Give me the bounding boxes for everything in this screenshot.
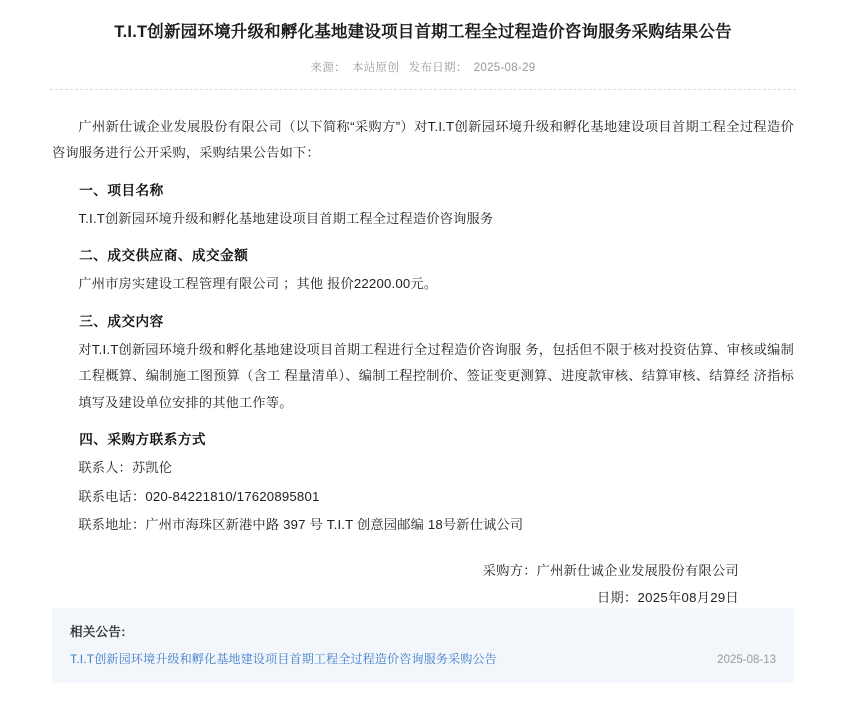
section-heading-1: 一、项目名称 bbox=[79, 182, 164, 198]
section-body-3: 对T.I.T创新园环境升级和孵化基地建设项目首期工程进行全过程造价咨询服 务，包括但不限于核对投资估算、审核或编制工程概算、编制施工图预算（含工 程量清单）、编制工程控制价、签证变更测算、进度款审核、结算审核、结算经 济指标填写及建设单位安排的其他工作等。 bbox=[78, 341, 794, 410]
section-body-1: T.I.T创新园环境升级和孵化基地建设项目首期工程全过程造价咨询服务 bbox=[78, 210, 494, 226]
publish-label: 发布日期： bbox=[408, 61, 468, 74]
related-announcements bbox=[52, 608, 794, 683]
source-value: 本站原创 bbox=[351, 61, 400, 74]
publish-value: 2025-08-29 bbox=[473, 61, 536, 74]
page-title: T.I.T创新园环境升级和孵化基地建设项目首期工程全过程造价咨询服务采购结果公告 bbox=[114, 23, 732, 41]
document-body bbox=[0, 90, 846, 612]
section-heading-4: 四、采购方联系方式 bbox=[79, 432, 207, 448]
list-item bbox=[70, 650, 776, 667]
contact-phone: 联系电话：020-84221810/17620895801 bbox=[78, 488, 320, 504]
related-date: 2025-08-13 bbox=[717, 654, 776, 666]
signature-org: 采购方：广州新仕诚企业发展股份有限公司 bbox=[482, 562, 739, 578]
section-body-2: 广州市房实建设工程管理有限公司 ；其他 报价22200.00元。 bbox=[78, 276, 438, 292]
related-title: 相关公告: bbox=[70, 625, 126, 639]
lead-paragraph: 广州新仕诚企业发展股份有限公司（以下简称“采购方”）对T.I.T创新园环境升级和孵化基地建设项目首期工程全过程造价咨询服务进行公开采购，采购结果公告如下： bbox=[52, 118, 794, 161]
contact-address: 联系地址：广州市海珠区新港中路 397 号 T.I.T 创意园邮编 18号新仕诚公司 bbox=[78, 517, 524, 533]
contact-person: 联系人：苏凯伦 bbox=[78, 460, 173, 476]
document-meta bbox=[0, 45, 846, 75]
section-heading-2: 二、成交供应商、成交金额 bbox=[79, 248, 249, 264]
source-label: 来源： bbox=[310, 61, 346, 74]
signature-date: 日期：2025年08月29日 bbox=[597, 590, 739, 606]
related-link[interactable]: T.I.T创新园环境升级和孵化基地建设项目首期工程全过程造价咨询服务采购公告 bbox=[70, 652, 497, 666]
section-heading-3: 三、成交内容 bbox=[79, 313, 164, 329]
